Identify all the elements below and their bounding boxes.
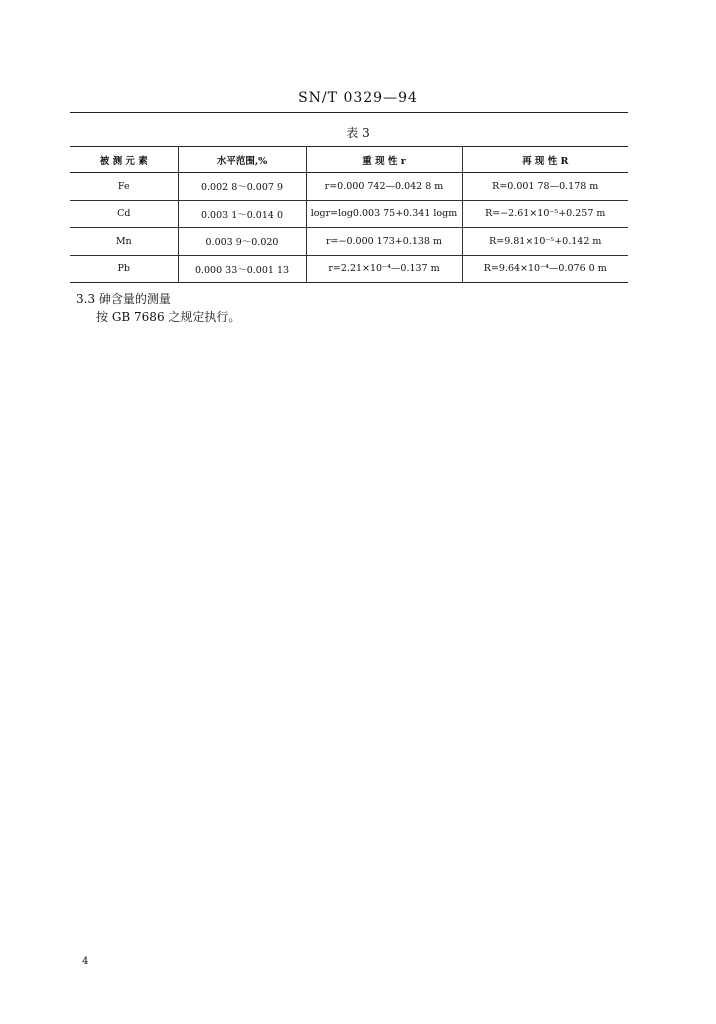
table-cell: Mn bbox=[70, 228, 178, 256]
table-row bbox=[70, 200, 628, 228]
column-header-repeatability: 重 现 性 r bbox=[306, 147, 462, 173]
table-cell: r=2.21×10⁻⁴—0.137 m bbox=[306, 255, 462, 283]
table-row bbox=[70, 228, 628, 256]
column-header-reproducibility: 再 现 性 R bbox=[462, 147, 628, 173]
section-body: 按 GB 7686 之规定执行。 bbox=[96, 310, 241, 324]
standard-code: SN/T 0329—94 bbox=[298, 90, 418, 106]
table-cell: Fe bbox=[70, 173, 178, 201]
table-cell: 0.000 33～0.001 13 bbox=[178, 255, 306, 283]
column-header-level-range: 水平范围,% bbox=[178, 147, 306, 173]
table-cell: 0.002 8～0.007 9 bbox=[178, 173, 306, 201]
table-cell: r=−0.000 173+0.138 m bbox=[306, 228, 462, 256]
table-cell: R=0.001 78—0.178 m bbox=[462, 173, 628, 201]
section-heading: 3.3 砷含量的测量 bbox=[76, 292, 171, 306]
table-cell: Cd bbox=[70, 200, 178, 228]
table-cell: logr=log0.003 75+0.341 logm bbox=[306, 200, 462, 228]
table-row bbox=[70, 255, 628, 283]
page-number: 4 bbox=[82, 956, 89, 967]
header-rule bbox=[70, 112, 628, 113]
column-header-element: 被 测 元 素 bbox=[70, 147, 178, 173]
table-caption: 表 3 bbox=[346, 126, 370, 140]
table-cell: R=9.81×10⁻⁵+0.142 m bbox=[462, 228, 628, 256]
table-cell: R=−2.61×10⁻⁵+0.257 m bbox=[462, 200, 628, 228]
table-cell: Pb bbox=[70, 255, 178, 283]
table-header-row bbox=[70, 147, 628, 173]
table-cell: r=0.000 742—0.042 8 m bbox=[306, 173, 462, 201]
table-cell: 0.003 1～0.014 0 bbox=[178, 200, 306, 228]
precision-table bbox=[70, 146, 628, 283]
table-cell: 0.003 9～0.020 bbox=[178, 228, 306, 256]
table-cell: R=9.64×10⁻⁴—0.076 0 m bbox=[462, 255, 628, 283]
table-row bbox=[70, 173, 628, 201]
